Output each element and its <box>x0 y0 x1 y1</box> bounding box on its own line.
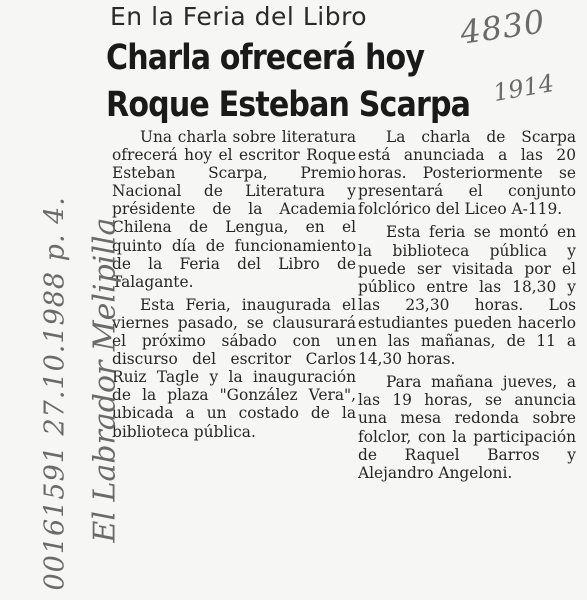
handwritten-year: 1914 <box>491 68 557 108</box>
article-column-2 <box>358 128 576 482</box>
article-column-1 <box>112 128 356 441</box>
handwritten-source: El Labrador Melipilla <box>87 217 123 543</box>
paragraph: Esta Feria, inaugurada el viernes pasado, se clausurará el próximo sábado con un discurso del escritor Carlos Ruiz Tagle y la inauguración de la plaza "González Vera", ubicada a un costado de la biblioteca pública. <box>112 295 356 441</box>
headline-line-1: Charla ofrecerá hoy <box>106 38 425 78</box>
kicker: En la Feria del Libro <box>110 2 368 31</box>
paragraph: Esta feria se montó en la biblioteca pública y puede ser visitada por el público entre las 18,30 y las 23,30 horas. Los estudiantes pueden hacerlo en las mañanas, de 11 a 14,30 horas. <box>358 223 576 369</box>
handwritten-reference: 00161591 27.10.1988 p. 4. <box>39 196 71 591</box>
paragraph: La charla de Scarpa está anunciada a las 20 horas. Posteriormente se presentará el conjunto folclórico del Liceo A-119. <box>358 128 576 219</box>
headline-line-2: Roque Esteban Scarpa <box>106 85 471 125</box>
handwritten-catalog-number: 4830 <box>457 2 548 52</box>
paragraph: Una charla sobre literatura ofrecerá hoy el escritor Roque Esteban Scarpa, Premio Nacional de Literatura y présidente de la Academia Chilena de Lengua, en el quinto día de funcionamiento de la Feria del Libro de Talagante. <box>112 128 356 291</box>
paragraph: Para mañana jueves, a las 19 horas, se anuncia una mesa redonda sobre folclor, con la participación de Raquel Barros y Alejandro Angeloni. <box>358 373 576 482</box>
